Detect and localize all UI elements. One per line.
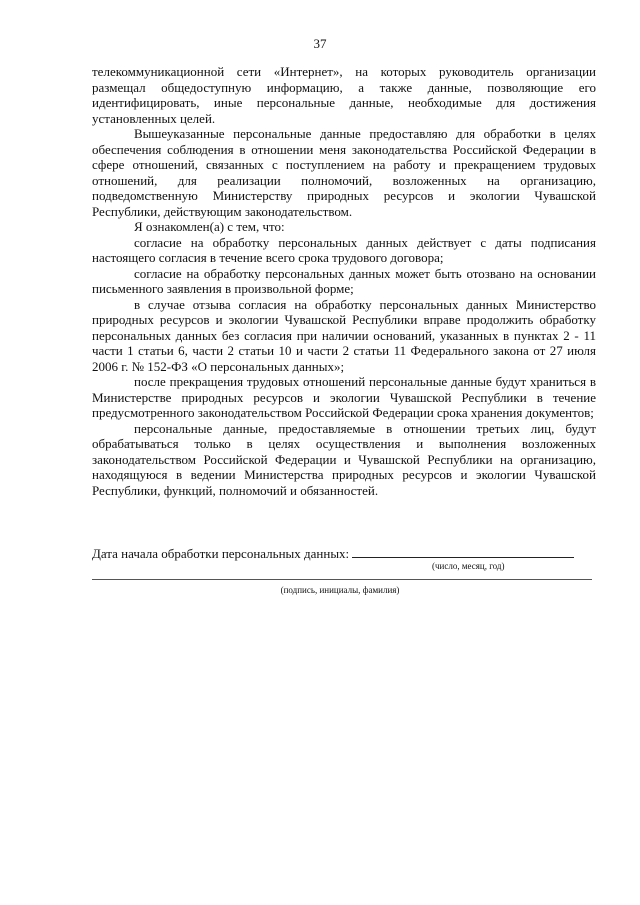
paragraph-purpose: Вышеуказанные персональные данные предоставляю для обработки в целях обеспечения соблюдения в отношении меня законодательства Российской Федерации в сфере отношений, связанных с поступлением на работу и прекращением трудовых отношений, для реализации полномочий, возложенных на организацию, подведомственную Министерству природных ресурсов и экологии Чувашской Республики, действующим законодательством. xyxy=(92,126,596,219)
paragraph-acknowledgement: Я ознакомлен(а) с тем, что: xyxy=(134,219,285,234)
page-number: 37 xyxy=(313,36,327,51)
processing-start-date-field[interactable] xyxy=(352,545,574,558)
signature-field[interactable] xyxy=(92,579,592,580)
paragraph-storage: после прекращения трудовых отношений персональные данные будут храниться в Министерстве природных ресурсов и экологии Чувашской Республики в течение предусмотренного законодательством Российской Федерации срока хранения документов; xyxy=(92,374,596,420)
signature-field-hint: (подпись, инициалы, фамилия) xyxy=(280,585,400,595)
paragraph-third-party-data: персональные данные, предоставляемые в отношении третьих лиц, будут обрабатываться только в целях осуществления и выполнения возложенных законодательством Российской Федерации и Чувашской Республики на организацию, находящуюся в ведении Министерства природных ресурсов и экологии Чувашской Республики, функций, полномочий и обязанностей. xyxy=(92,420,596,498)
paragraph-consent-revocation: согласие на обработку персональных данных может быть отозвано на основании письменного заявления в произвольной форме; xyxy=(92,265,596,296)
processing-start-date-row xyxy=(92,545,596,562)
paragraph-consent-duration: согласие на обработку персональных данных действует с даты подписания настоящего согласия в течение всего срока трудового договора; xyxy=(92,234,596,265)
date-field-hint: (число, месяц, год) xyxy=(432,561,505,571)
paragraph-revocation-processing: в случае отзыва согласия на обработку персональных данных Министерство природных ресурсов и экологии Чувашской Республики вправе продолжить обработку персональных данных без согласия при наличии оснований, указанных в пунктах 2 - 11 части 1 статьи 6, части 2 статьи 10 и части 2 статьи 11 Федерального закона от 27 июля 2006 г. № 152-ФЗ «О персональных данных»; xyxy=(92,296,596,374)
paragraph-internet-info: телекоммуникационной сети «Интернет», на которых руководитель организации размещал общедоступную информацию, а также данные, позволяющие его идентифицировать, иные персональные данные, необходимые для достижения установленных целей. xyxy=(92,64,596,126)
document-body xyxy=(92,64,596,498)
processing-start-date-label: Дата начала обработки персональных данных: xyxy=(92,546,350,561)
